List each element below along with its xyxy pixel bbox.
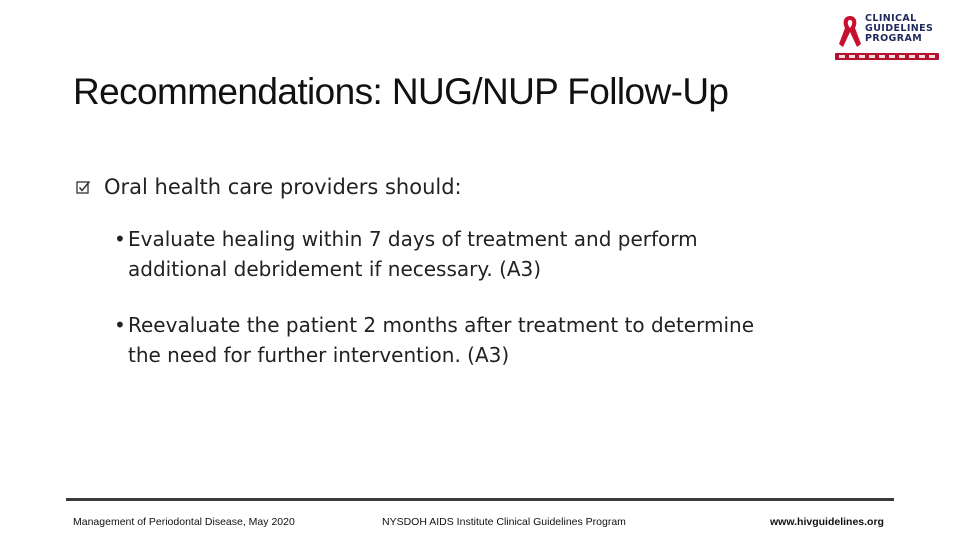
footer-website-link[interactable]: www.hivguidelines.org	[770, 516, 884, 528]
logo-text	[865, 14, 933, 44]
sub-bullet-line: Reevaluate the patient 2 months after treatment to determine	[128, 313, 755, 337]
main-bullet	[76, 172, 462, 202]
footer-left-text: Management of Periodontal Disease, May 2020	[73, 516, 295, 528]
sub-bullet-item	[114, 224, 874, 284]
sub-bullet-list	[114, 224, 874, 396]
bullet-dot: •	[114, 313, 126, 337]
sub-bullet-line: additional debridement if necessary. (A3)	[128, 257, 542, 281]
main-bullet-text: Oral health care providers should:	[104, 175, 462, 199]
logo-bar-pattern	[839, 55, 935, 58]
sub-bullet-line: the need for further intervention. (A3)	[128, 343, 510, 367]
slide-title: Recommendations: NUG/NUP Follow-Up	[73, 71, 729, 112]
checkbox-checked-icon	[76, 180, 91, 195]
footer-divider	[66, 498, 894, 501]
sub-bullet-line: Evaluate healing within 7 days of treatment and perform	[128, 227, 698, 251]
bullet-dot: •	[114, 227, 126, 251]
logo-line-1: CLINICAL	[865, 13, 917, 24]
sub-bullet-item	[114, 310, 874, 370]
logo-line-3: PROGRAM	[865, 33, 923, 44]
footer-center-text: NYSDOH AIDS Institute Clinical Guidelines Program	[382, 516, 626, 528]
clinical-guidelines-program-logo	[835, 14, 939, 60]
logo-line-2: GUIDELINES	[865, 23, 934, 34]
red-ribbon-icon	[837, 14, 863, 52]
